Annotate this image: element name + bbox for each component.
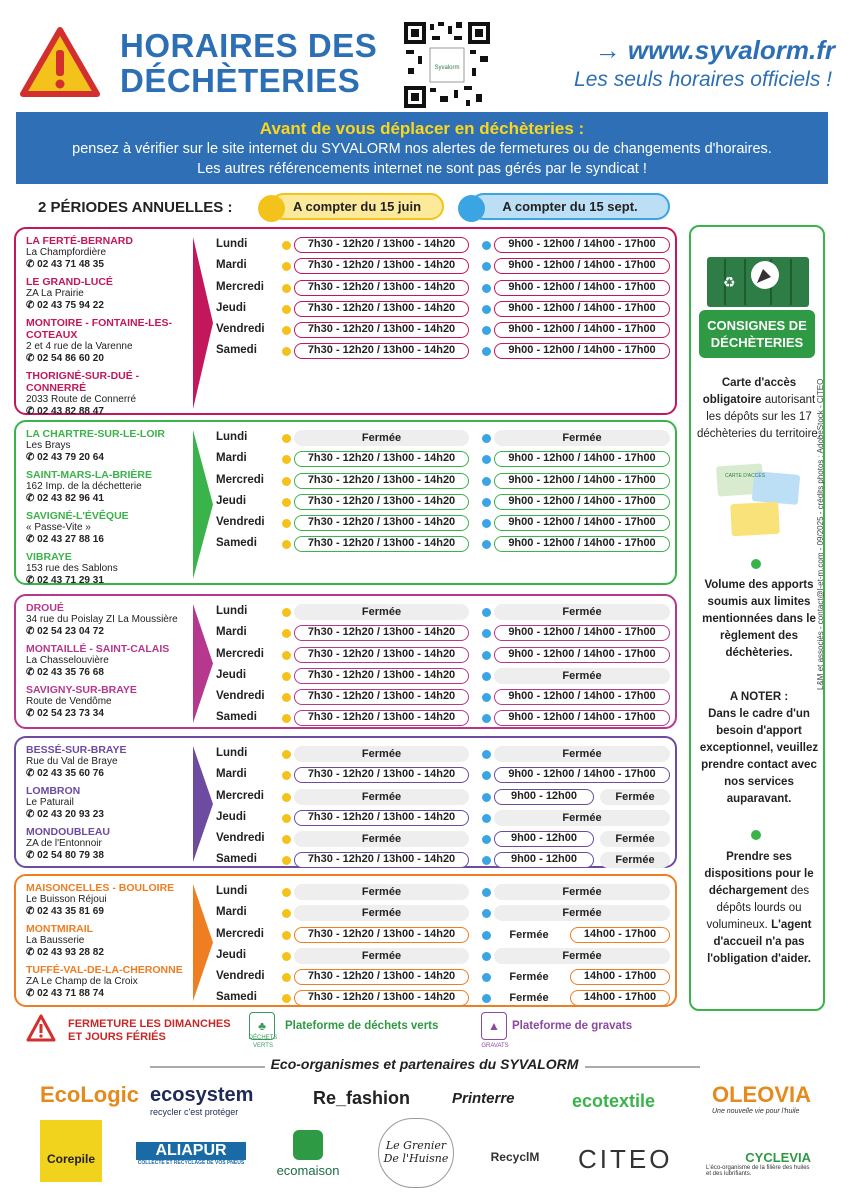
access-card-icon (715, 459, 801, 549)
summer-hours: 7h30 - 12h20 / 13h00 - 14h20 (294, 473, 469, 489)
site-phone[interactable]: ✆ 02 43 35 81 69 (26, 906, 104, 917)
day-label: Lundi (216, 238, 248, 250)
site-name: MONTOIRE - FONTAINE-LES-COTEAUX (26, 317, 173, 341)
day-label: Mercredi (216, 280, 264, 293)
summer-hours: 7h30 - 12h20 / 13h00 - 14h20 (294, 280, 469, 296)
site-name: TUFFÉ-VAL-DE-LA-CHERONNE (26, 964, 183, 976)
group-arrow-icon (193, 237, 213, 409)
day-label: Samedi (216, 853, 257, 866)
site-name: LA CHARTRE-SUR-LE-LOIR (26, 428, 166, 440)
site-name: LA FERTÉ-BERNARD (26, 235, 133, 247)
day-label: Vendredi (216, 970, 265, 983)
rules-card-text: Carte d'accès obligatoire autorisant les dépôts sur les 17 déchèteries du territoire. (697, 377, 822, 440)
site-address: Les Brays (26, 440, 71, 451)
svg-text:♻: ♻ (723, 275, 736, 291)
logo-printerre: Printerre (452, 1090, 515, 1107)
site-phone[interactable]: ✆ 02 54 23 73 34 (26, 708, 104, 719)
site-phone[interactable]: ✆ 02 43 71 48 35 (26, 259, 104, 270)
day-label: Vendredi (216, 516, 265, 529)
logo-ecologic: EcoLogic (40, 1082, 140, 1107)
site-address: ZA La Prairie (26, 288, 84, 299)
period-autumn: A compter du 15 sept. (470, 193, 670, 220)
autumn-afternoon-hours: 14h00 - 17h00 (570, 927, 670, 943)
website-link[interactable]: → www.syvalorm.fr (594, 35, 835, 65)
autumn-hours: 9h00 - 12h00 / 14h00 - 17h00 (494, 767, 670, 783)
logo-recyclm: RecyclM (490, 1150, 540, 1164)
day-label: Mardi (216, 452, 247, 465)
banner-heading: Avant de vous déplacer en déchèteries : (259, 119, 585, 138)
day-label: Samedi (216, 344, 257, 357)
schedule-group (14, 736, 677, 868)
autumn-hours: 9h00 - 12h00 / 14h00 - 17h00 (494, 280, 670, 296)
summer-hours: 7h30 - 12h20 / 13h00 - 14h20 (294, 767, 469, 783)
logo-aliapur: ALIAPUR COLLECTE ET RECYCLAGE DE VOS PNEUS (137, 1142, 245, 1166)
site-address: La Champfordière (26, 247, 107, 258)
autumn-hours: Fermée (494, 430, 670, 446)
summer-hours: Fermée (294, 884, 469, 900)
day-label: Mardi (216, 259, 247, 272)
site-entry (26, 276, 186, 312)
summer-hours: 7h30 - 12h20 / 13h00 - 14h20 (294, 343, 469, 359)
site-address: 2033 Route de Connerré (26, 394, 137, 405)
site-name: MONTAILLÉ - SAINT-CALAIS (26, 643, 170, 655)
group-arrow-icon (193, 604, 213, 723)
site-address: ZA Le Champ de la Croix (26, 976, 138, 987)
site-address: 162 Imp. de la déchetterie (26, 481, 142, 492)
site-name: VIBRAYE (26, 551, 72, 563)
schedule-group (14, 420, 677, 585)
summer-hours: 7h30 - 12h20 / 13h00 - 14h20 (294, 647, 469, 663)
group-arrow-icon (193, 430, 213, 579)
site-address: 2 et 4 rue de la Varenne (26, 341, 133, 352)
site-address: La Chasselouvière (26, 655, 109, 666)
autumn-hours: Fermée (494, 905, 670, 921)
site-name: MAISONCELLES - BOULOIRE (26, 882, 175, 894)
site-phone[interactable]: ✆ 02 54 23 04 72 (26, 626, 104, 637)
site-entry (26, 744, 186, 780)
rules-note: A NOTER : Dans le cadre d'un besoin d'apport exceptionnel, veuillez prendre contact avec nos services auparavant. (699, 691, 819, 805)
site-entry (26, 602, 186, 638)
autumn-hours: 9h00 - 12h00 / 14h00 - 17h00 (494, 343, 670, 359)
autumn-hours: 9h00 - 12h00 / 14h00 - 17h00 (494, 689, 670, 705)
site-name: SAVIGNÉ-L'ÉVÊQUE (26, 510, 129, 522)
site-phone[interactable]: ✆ 02 43 93 28 82 (26, 947, 104, 958)
summer-hours: 7h30 - 12h20 / 13h00 - 14h20 (294, 710, 469, 726)
site-name: MONDOUBLEAU (26, 826, 110, 838)
autumn-morning-hours: 9h00 - 12h00 (494, 831, 594, 847)
autumn-hours: 9h00 - 12h00 / 14h00 - 17h00 (494, 301, 670, 317)
logo-citeo: CITEO (578, 1144, 673, 1174)
day-label: Mercredi (216, 473, 264, 486)
site-name: MONTMIRAIL (26, 923, 94, 935)
site-address: Rue du Val de Braye (26, 756, 118, 767)
summer-hours: Fermée (294, 789, 469, 805)
autumn-hours: Fermée (494, 668, 670, 684)
autumn-hours: 9h00 - 12h00 / 14h00 - 17h00 (494, 237, 670, 253)
summer-hours: Fermée (294, 831, 469, 847)
autumn-hours: 9h00 - 12h00 / 14h00 - 17h00 (494, 536, 670, 552)
day-label: Jeudi (216, 668, 247, 681)
site-phone[interactable]: ✆ 02 54 80 79 38 (26, 850, 104, 861)
logo-grenier: Le Grenier De l'Huisne (378, 1118, 454, 1188)
site-name: THORIGNÉ-SUR-DUÉ - CONNERRÉ (26, 370, 140, 394)
day-label: Mardi (216, 906, 247, 919)
site-entry (26, 684, 186, 720)
site-entry (26, 826, 186, 862)
site-phone[interactable]: ✆ 02 43 20 93 23 (26, 809, 104, 820)
period-summer: A compter du 15 juin (270, 193, 444, 220)
site-entry (26, 643, 186, 679)
site-entry (26, 785, 186, 821)
summer-hours: Fermée (294, 430, 469, 446)
day-label: Vendredi (216, 690, 265, 703)
day-label: Jeudi (216, 494, 247, 507)
autumn-hours: Fermée (494, 948, 670, 964)
summer-hours: 7h30 - 12h20 / 13h00 - 14h20 (294, 494, 469, 510)
day-label: Jeudi (216, 810, 247, 823)
site-name: SAVIGNY-SUR-BRAYE (26, 684, 137, 696)
site-name: DROUÉ (26, 602, 64, 614)
site-phone[interactable]: ✆ 02 43 71 88 74 (26, 988, 104, 999)
summer-hours: 7h30 - 12h20 / 13h00 - 14h20 (294, 852, 469, 868)
site-entry (26, 469, 186, 505)
green-waste-legend: Plateforme de déchets verts (285, 1020, 439, 1032)
group-arrow-icon (193, 884, 213, 1001)
site-phone[interactable]: ✆ 02 43 75 94 22 (26, 300, 104, 311)
site-phone[interactable]: ✆ 02 43 79 20 64 (26, 452, 104, 463)
credits: L&M et associés - contact@l-et-m.com - 09/2025 - crédits photos : AdobeStock - CITEO (816, 378, 825, 690)
summer-hours: Fermée (294, 746, 469, 762)
site-phone[interactable]: ✆ 02 43 82 96 41 (26, 493, 104, 504)
logo-ecosystem: ecosystem recycler c'est protéger (150, 1084, 254, 1117)
autumn-hours: 9h00 - 12h00 / 14h00 - 17h00 (494, 473, 670, 489)
site-address: 153 rue des Sablons (26, 563, 118, 574)
autumn-afternoon-closed: Fermée (600, 831, 670, 847)
day-label: Mercredi (216, 927, 264, 940)
site-name: LE GRAND-LUCÉ (26, 276, 113, 288)
info-banner (16, 112, 828, 184)
site-entry (26, 317, 186, 365)
logo-ecotextile: ecotextile (572, 1091, 656, 1111)
rubble-icon: ▲ GRAVATS (481, 1012, 507, 1040)
site-entry (26, 882, 186, 918)
logo-oleovia: OLEOVIA Une nouvelle vie pour l'huile (712, 1082, 812, 1115)
day-label: Samedi (216, 711, 257, 724)
rules-title: CONSIGNES DE DÉCHÈTERIES (699, 310, 815, 358)
schedule-group (14, 227, 677, 415)
site-phone[interactable]: ✆ 02 43 27 88 16 (26, 534, 104, 545)
summer-hours: Fermée (294, 604, 469, 620)
summer-hours: 7h30 - 12h20 / 13h00 - 14h20 (294, 536, 469, 552)
day-label: Jeudi (216, 948, 247, 961)
autumn-hours: 9h00 - 12h00 / 14h00 - 17h00 (494, 515, 670, 531)
site-address: Route de Vendôme (26, 696, 112, 707)
banner-text: pensez à vérifier sur le site internet du SYVALORM nos alertes de fermetures ou de changements d'horaires. (72, 141, 772, 157)
autumn-afternoon-closed: Fermée (600, 789, 670, 805)
autumn-morning-closed: Fermée (509, 971, 549, 984)
day-label: Lundi (216, 747, 248, 759)
summer-hours: 7h30 - 12h20 / 13h00 - 14h20 (294, 625, 469, 641)
site-entry (26, 370, 186, 418)
summer-hours: 7h30 - 12h20 / 13h00 - 14h20 (294, 668, 469, 684)
summer-hours: 7h30 - 12h20 / 13h00 - 14h20 (294, 322, 469, 338)
container-bin-icon (705, 247, 811, 313)
day-label: Vendredi (216, 323, 265, 336)
autumn-hours: 9h00 - 12h00 / 14h00 - 17h00 (494, 451, 670, 467)
page-title: HORAIRES DES DÉCHÈTERIES (120, 27, 378, 99)
autumn-hours: 9h00 - 12h00 / 14h00 - 17h00 (494, 322, 670, 338)
summer-hours: 7h30 - 12h20 / 13h00 - 14h20 (294, 689, 469, 705)
day-label: Mardi (216, 768, 247, 781)
autumn-hours: Fermée (494, 604, 670, 620)
day-label: Vendredi (216, 832, 265, 845)
site-name: SAINT-MARS-LA-BRIÈRE (26, 469, 152, 481)
banner-note: Les autres référencements internet ne sont pas gérés par le syndicat ! (197, 161, 647, 177)
summer-hours: 7h30 - 12h20 / 13h00 - 14h20 (294, 515, 469, 531)
site-address: La Bausserie (26, 935, 85, 946)
site-entry (26, 923, 186, 959)
summer-hours: 7h30 - 12h20 / 13h00 - 14h20 (294, 301, 469, 317)
green-waste-icon: ♣ DÉCHETS VERTS (249, 1012, 275, 1040)
autumn-hours: Fermée (494, 810, 670, 826)
site-entry (26, 551, 186, 587)
rules-unloading: Prendre ses dispositions pour le déchargement des dépôts lourds ou volumineux. L'agent d'accueil n'a pas l'obligation d'aider. (704, 851, 814, 965)
logo-corepile: Corepile (40, 1120, 102, 1182)
autumn-hours: Fermée (494, 884, 670, 900)
website-subtitle: Les seuls horaires officiels ! (574, 68, 832, 91)
autumn-morning-closed: Fermée (509, 928, 549, 941)
logo-refashion: Re_fashion (313, 1088, 411, 1108)
autumn-afternoon-closed: Fermée (600, 852, 670, 868)
site-name: BESSÉ-SUR-BRAYE (26, 744, 127, 756)
site-phone[interactable]: ✆ 02 43 82 88 47 (26, 406, 104, 417)
rules-volume: Volume des apports soumis aux limites mentionnées dans le règlement des déchèteries. (702, 579, 816, 659)
periods-label: 2 PÉRIODES ANNUELLES : (38, 199, 233, 216)
summer-hours: 7h30 - 12h20 / 13h00 - 14h20 (294, 810, 469, 826)
site-entry (26, 510, 186, 546)
qr-label: Syvalorm (434, 65, 460, 71)
warning-icon (26, 1014, 56, 1042)
day-label: Jeudi (216, 301, 247, 314)
summer-hours: 7h30 - 12h20 / 13h00 - 14h20 (294, 451, 469, 467)
partners-title: Eco-organismes et partenaires du SYVALORM (270, 1056, 579, 1072)
site-name: LOMBRON (26, 785, 81, 797)
day-label: Samedi (216, 991, 257, 1004)
autumn-hours: 9h00 - 12h00 / 14h00 - 17h00 (494, 710, 670, 726)
site-address: 34 rue du Poislay ZI La Moussière (26, 614, 178, 625)
autumn-hours: 9h00 - 12h00 / 14h00 - 17h00 (494, 647, 670, 663)
autumn-hours: 9h00 - 12h00 / 14h00 - 17h00 (494, 258, 670, 274)
qr-code[interactable] (404, 22, 490, 108)
site-phone[interactable]: ✆ 02 43 71 29 31 (26, 575, 104, 586)
group-arrow-icon (193, 746, 213, 862)
rubble-legend: Plateforme de gravats (512, 1020, 633, 1032)
summer-hours: Fermée (294, 948, 469, 964)
site-entry (26, 428, 186, 464)
site-address: ZA de l'Entonnoir (26, 838, 102, 849)
day-label: Lundi (216, 885, 248, 897)
site-address: Le Paturail (26, 797, 74, 808)
autumn-afternoon-hours: 14h00 - 17h00 (570, 990, 670, 1006)
site-entry (26, 964, 186, 1000)
site-address: Le Buisson Réjoui (26, 894, 107, 905)
summer-hours: 7h30 - 12h20 / 13h00 - 14h20 (294, 990, 469, 1006)
site-phone[interactable]: ✆ 02 43 35 76 68 (26, 667, 104, 678)
day-label: Samedi (216, 537, 257, 550)
warning-icon (20, 26, 100, 98)
site-phone[interactable]: ✆ 02 43 35 60 76 (26, 768, 104, 779)
site-phone[interactable]: ✆ 02 54 86 60 20 (26, 353, 104, 364)
day-label: Mercredi (216, 647, 264, 660)
autumn-morning-hours: 9h00 - 12h00 (494, 852, 594, 868)
schedule-group (14, 594, 677, 729)
autumn-morning-closed: Fermée (509, 992, 549, 1005)
autumn-hours: 9h00 - 12h00 / 14h00 - 17h00 (494, 625, 670, 641)
autumn-afternoon-hours: 14h00 - 17h00 (570, 969, 670, 985)
day-label: Lundi (216, 605, 248, 617)
site-entry (26, 235, 186, 271)
day-label: Mercredi (216, 789, 264, 802)
day-label: Lundi (216, 431, 248, 443)
rules-sidebar (689, 225, 825, 1011)
summer-hours: 7h30 - 12h20 / 13h00 - 14h20 (294, 237, 469, 253)
logo-ecomaison: ecomaison (270, 1130, 346, 1178)
summer-hours: 7h30 - 12h20 / 13h00 - 14h20 (294, 258, 469, 274)
closed-sundays-note: FERMETURE LES DIMANCHES ET JOURS FÉRIÉS (68, 1018, 231, 1043)
summer-hours: Fermée (294, 905, 469, 921)
site-address: « Passe-Vite » (26, 522, 91, 533)
schedule-group (14, 874, 677, 1007)
logo-cyclevia: CYCLEVIA L'éco-organisme de la filière des huiles et des lubrifiants. (706, 1150, 811, 1177)
summer-hours: 7h30 - 12h20 / 13h00 - 14h20 (294, 969, 469, 985)
autumn-hours: 9h00 - 12h00 / 14h00 - 17h00 (494, 494, 670, 510)
autumn-hours: Fermée (494, 746, 670, 762)
autumn-morning-hours: 9h00 - 12h00 (494, 789, 594, 805)
day-label: Mardi (216, 626, 247, 639)
card-label: CARTE D'ACCÈS (725, 473, 766, 479)
summer-hours: 7h30 - 12h20 / 13h00 - 14h20 (294, 927, 469, 943)
